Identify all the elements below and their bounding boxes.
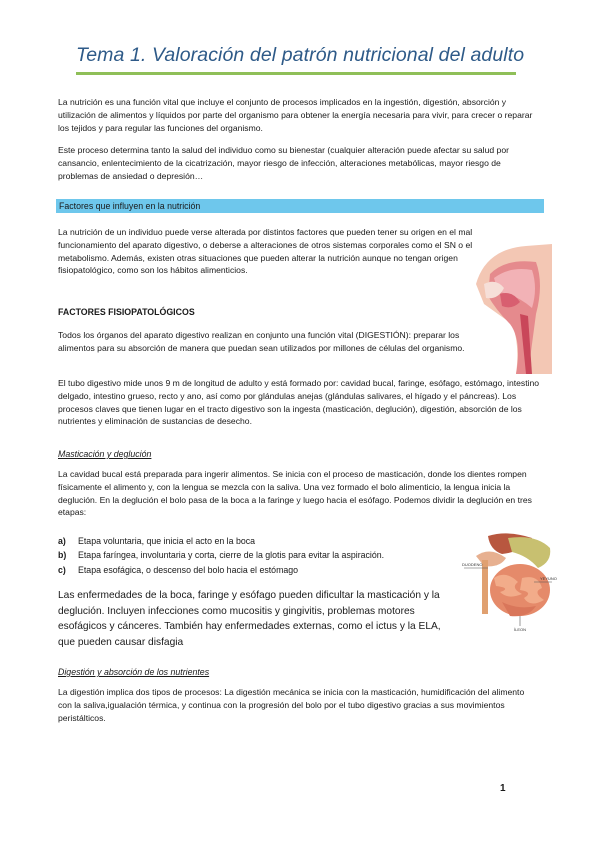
throat-anatomy-image	[476, 244, 552, 374]
fisiopatologicos-paragraph-2: El tubo digestivo mide unos 9 m de longitud de adulto y está formado por: cavidad bucal, faringe, esófago, estómago, intestino delgado, intestino grueso, recto y ano, así como por glándulas anejas (glándulas salivares, el hígado y el páncreas). Los procesos claves que tienen lugar en el tracto digestivo son la ingesta (masticación, deglución), digestión, absorción de los nutrientes y eliminación de sustancias de desecho.	[58, 378, 540, 427]
intestine-anatomy-image	[462, 530, 558, 634]
masticacion-heading: Masticación y deglución	[58, 449, 152, 459]
etapa-a: a) Etapa voluntaria, que inicia el acto en la boca	[58, 536, 256, 546]
page-number: 1	[500, 783, 506, 794]
title-underline	[76, 72, 516, 75]
etapa-c: c) Etapa esofágica, o descenso del bolo hacia el estómago	[58, 565, 299, 575]
digestion-heading: Digestión y absorción de los nutrientes	[58, 667, 210, 677]
etapa-b: b) Etapa faríngea, involuntaria y corta, cierre de la glotis para evitar la aspiración.	[58, 550, 385, 560]
yeyuno-label: YEYUNO	[540, 576, 557, 581]
intro-paragraph-1: La nutrición es una función vital que incluye el conjunto de procesos implicados en la ingestión, digestión, absorción y utilización de alimentos y líquidos por parte del organismo para obtener la energía necesaria para vivir, para crecer o reparar los tejidos y para regular las funciones del organismo.	[58, 97, 533, 133]
duodeno-label: DUODENO	[462, 562, 483, 567]
fisiopatologicos-paragraph-1: Todos los órganos del aparato digestivo realizan en conjunto una función vital (DIGESTIÓN): preparar los alimentos para su absorción de manera que puedan sean utilizados por millones de células del organismo.	[58, 330, 465, 353]
section-heading-factores: Factores que influyen en la nutrición	[56, 199, 544, 213]
enfermedades-paragraph: Las enfermedades de la boca, faringe y esófago pueden dificultar la masticación y la deglución. Incluyen infecciones como mucositis y gingivitis, problemas motores esofágicos y cánceres. También hay enfermedades externas, como el ictus y la ELA, que pueden causar disfagia	[58, 590, 441, 648]
intro-paragraph-2: Este proceso determina tanto la salud del individuo como su bienestar (cualquier alteración puede afectar su salud por cansancio, enlentecimiento de la cicatrización, mayor riesgo de infección, alteraciones metabólicas, mayor riesgo de problemas de ansiedad o depresión…	[58, 145, 509, 181]
fisiopatologicos-heading: FACTORES FISIOPATOLÓGICOS	[58, 307, 195, 317]
masticacion-paragraph: La cavidad bucal está preparada para ingerir alimentos. Se inicia con el proceso de masticación, donde los dientes rompen físicamente el alimento y, con la lengua se mezcla con la saliva. Una vez formado el bolo alimenticio, la lengua inicia la deglución. En la deglución el bolo pasa de la boca a la faringe y luego hacia el esófago. Podemos dividir la deglución en tres etapas:	[58, 469, 532, 518]
digestion-paragraph: La digestión implica dos tipos de procesos: La digestión mecánica se inicia con la masticación, humidificación del alimento con la saliva,igualación térmica, y continua con la progresión del bolo por el tubo digestivo gracias a sus movimientos peristálticos.	[58, 687, 525, 723]
factores-paragraph: La nutrición de un individuo puede verse alterada por distintos factores que pueden tener su origen en el mal funcionamiento del aparato digestivo, o deberse a alteraciones de otros sistemas corporales como el SN o el metabolismo. Además, existen otras situaciones que pueden alterar la nutrición aunque no tengan origen fisiopatológico, como son los hábitos alimenticios.	[58, 227, 473, 276]
ileon-label: ÍLEON	[514, 627, 527, 632]
page-title: Tema 1. Valoración del patrón nutricional del adulto	[76, 44, 525, 66]
